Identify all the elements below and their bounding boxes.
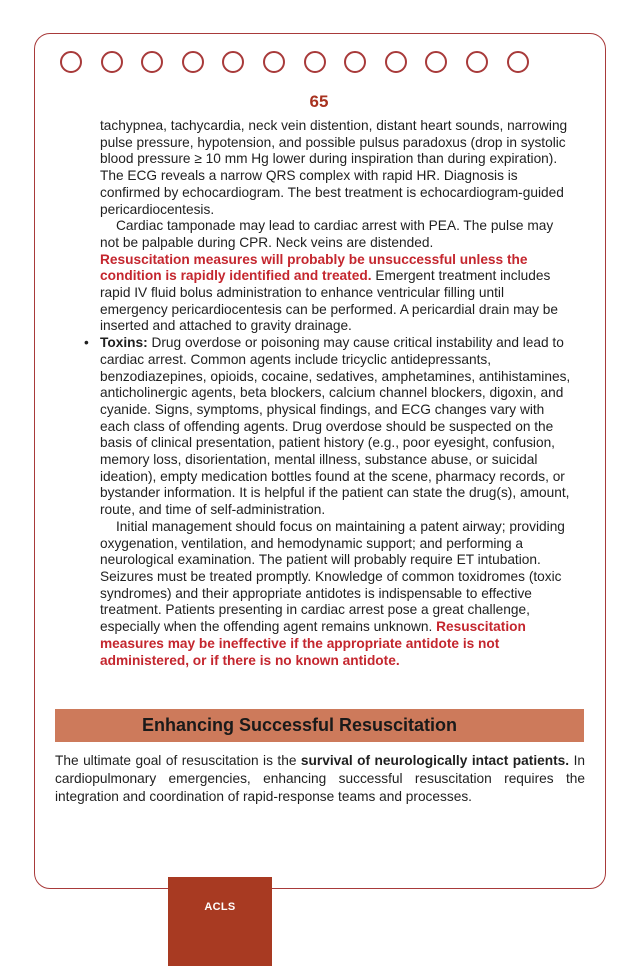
antidote-warning: Resuscitation measures may be ineffective if the appropriate antidote is not administered, or if there is no known antidote. bbox=[100, 619, 526, 668]
binder-ring-icon bbox=[141, 51, 163, 73]
list-item-toxins bbox=[84, 335, 575, 669]
binder-ring-icon bbox=[263, 51, 285, 73]
tamponade-treatment: Emergent treatment includes rapid IV fluid bolus administration to enhance ventricular filling until emergency pericardiocentesis can be performed. A pericardial drain may be inserted and attached to gravity drainage. bbox=[100, 268, 559, 334]
main-text bbox=[84, 118, 575, 669]
intro-paragraph bbox=[55, 752, 585, 806]
intro-start: The ultimate goal of resuscitation is the bbox=[55, 753, 297, 768]
binder-rings bbox=[60, 51, 580, 81]
toxins-term: Toxins: bbox=[100, 335, 148, 351]
binder-ring-icon bbox=[182, 51, 204, 73]
toxins-text: Drug overdose or poisoning may cause critical instability and lead to cardiac arrest. Common agents include tricyclic antidepressants, benzodiazepines, opioids, cocaine, sedatives, amphetamines, antihistamines, anticholinergic agents, beta blockers, calcium channel blockers, digoxin, and cyanide. Signs, symptoms, physical findings, and ECG changes vary with each class of offending agents. Drug overdose should be suspected on the basis of clinical presentation, patient history (e.g., poor eyesight, confusion, memory loss, disorientation, mental illness, substance abuse, or suicidal ideation), empty medication bottles found at the scene, pharmacy records, or bystander information. It is helpful if the patient can state the drug(s), amount, route, and time of self-administration. bbox=[100, 335, 571, 518]
intro-bold: survival of neurologically intact patients. bbox=[300, 753, 570, 768]
binder-ring-icon bbox=[304, 51, 326, 73]
section-heading: Enhancing Successful Resuscitation bbox=[55, 709, 584, 742]
binder-ring-icon bbox=[466, 51, 488, 73]
paragraph-tamponade-signs: tachypnea, tachycardia, neck vein distention, distant heart sounds, narrowing pulse pressure, hypotension, and possible pulsus paradoxus (drop in systolic blood pressure ≥ 10 mm Hg lower during inspiration than during expiration). The ECG reveals a narrow QRS complex with rapid HR. Diagnosis is confirmed by echocardiogram. The best treatment is echocardiogram-guided pericardiocentesis. bbox=[100, 118, 568, 217]
bullet-icon: • bbox=[84, 335, 89, 351]
footer-label: ACLS bbox=[204, 901, 236, 913]
binder-ring-icon bbox=[425, 51, 447, 73]
binder-ring-icon bbox=[60, 51, 82, 73]
management-text: Initial management should focus on maintaining a patent airway; providing oxygenation, ventilation, and hemodynamic support; and performing a neurological examination. The patient will probably require ET intubation. Seizures must be treated promptly. Knowledge of common toxidromes (toxic syndromes) and their appropriate antidotes is indispensable to effective treatment. Patients presenting in cardiac arrest pose a great challenge, especially when the offending agent remains unknown. bbox=[100, 518, 565, 635]
binder-ring-icon bbox=[222, 51, 244, 73]
section-intro bbox=[55, 752, 585, 806]
page-number: 65 bbox=[309, 92, 329, 111]
binder-ring-icon bbox=[344, 51, 366, 73]
tamponade-text: Cardiac tamponade may lead to cardiac arrest with PEA. The pulse may not be palpable during CPR. Neck veins are distended. bbox=[100, 218, 554, 250]
binder-ring-icon bbox=[385, 51, 407, 73]
binder-ring-icon bbox=[507, 51, 529, 73]
tamponade-warning: Resuscitation measures will probably be unsuccessful unless the condition is rapidly identified and treated. bbox=[100, 251, 528, 284]
intro-rest: In cardiopulmonary emergencies, enhancing successful resuscitation requires the integration and coordination of rapid-response teams and processes. bbox=[55, 753, 585, 804]
footer-tab bbox=[168, 877, 272, 966]
paragraph-toxins-management bbox=[100, 519, 575, 669]
binder-ring-icon bbox=[101, 51, 123, 73]
paragraph-tamponade-arrest bbox=[100, 218, 575, 335]
paragraph-toxins bbox=[100, 335, 575, 519]
